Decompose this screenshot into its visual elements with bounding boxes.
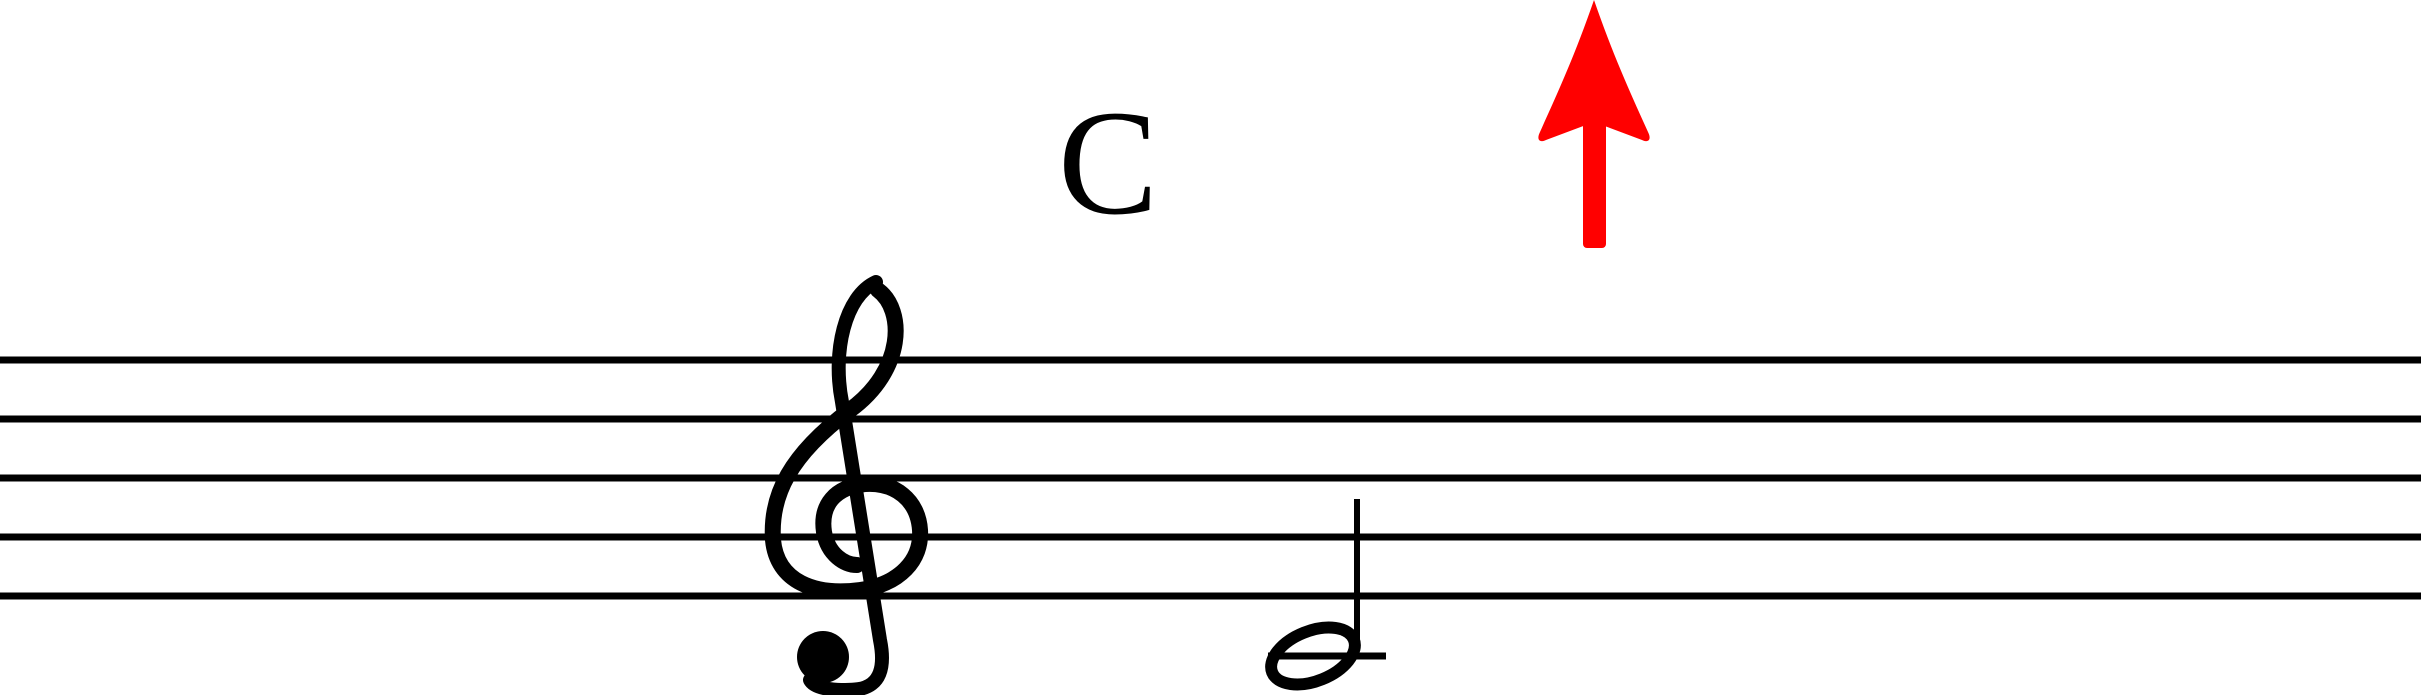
- arrow-head: [1538, 0, 1649, 141]
- up-arrow-icon: [1538, 0, 1649, 248]
- arrow-shaft: [1583, 110, 1606, 248]
- staff: [0, 360, 2421, 596]
- chord-symbol: C: [1058, 80, 1159, 246]
- treble-clef-icon: [773, 282, 920, 690]
